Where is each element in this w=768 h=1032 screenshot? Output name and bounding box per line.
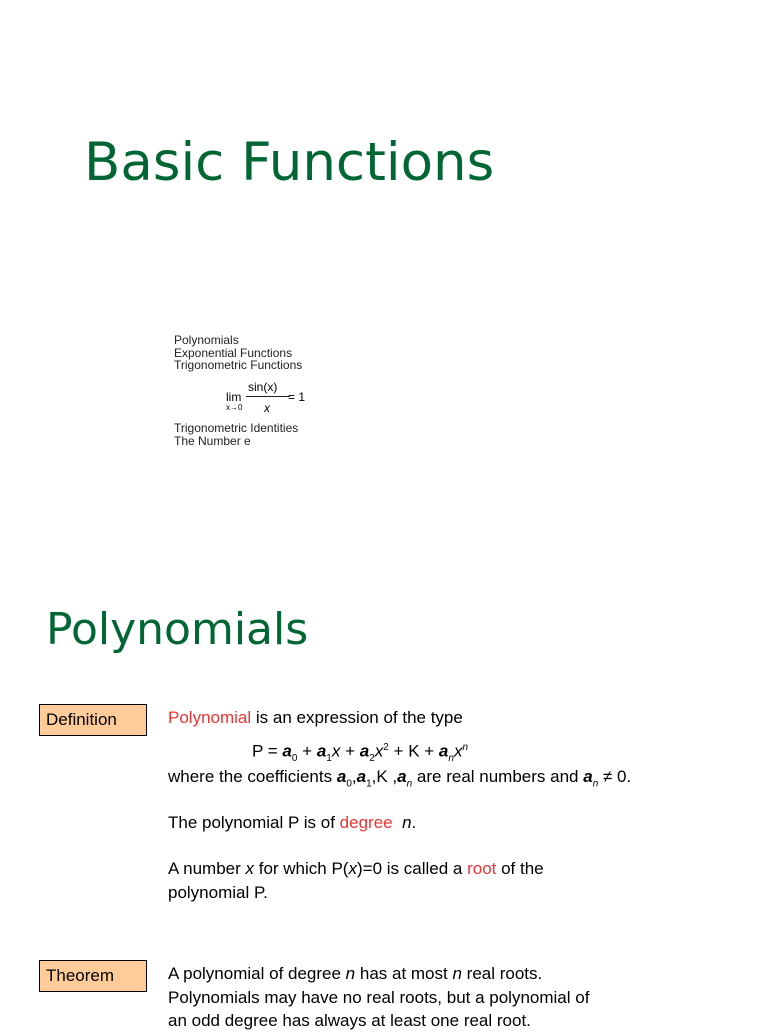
coef: a — [336, 767, 347, 786]
plus: + — [388, 741, 409, 761]
coef-a2: a — [359, 741, 370, 761]
text: for which P( — [254, 859, 349, 878]
text: ≠ 0. — [598, 767, 632, 786]
plus: + — [340, 741, 360, 761]
var-n: n — [402, 813, 412, 832]
text: A number — [168, 859, 246, 878]
section-title: Polynomials — [46, 604, 309, 655]
limit-lim: lim — [226, 390, 242, 404]
sub-1: 1 — [366, 778, 372, 790]
text: The polynomial P is of — [168, 813, 340, 832]
definition-line6: polynomial P. — [168, 883, 268, 902]
fraction-bar — [246, 396, 290, 397]
sub-n: n — [448, 753, 454, 765]
dots: K — [408, 741, 420, 761]
toc-item-number-e: The Number e — [174, 433, 251, 448]
coef: a — [356, 767, 367, 786]
sub-0: 0 — [291, 753, 298, 765]
var-n: n — [345, 964, 356, 983]
table-of-contents — [174, 334, 302, 372]
toc-item-identities: Trigonometric Identities — [174, 421, 299, 435]
var-n: n — [452, 964, 462, 983]
plus: + — [297, 741, 317, 761]
definition-text: is an expression of the type — [251, 708, 463, 727]
sub-2: 2 — [369, 753, 375, 765]
sub-0: 0 — [346, 778, 352, 790]
coef: a — [397, 767, 407, 786]
text: real roots. — [461, 964, 543, 983]
limit-numerator: sin(x) — [248, 380, 278, 394]
limit-under: x→0 — [226, 403, 243, 412]
text: are real numbers and — [412, 767, 584, 786]
table-of-contents-continued — [174, 422, 298, 447]
sub-1: 1 — [326, 753, 332, 765]
text: where the coefficients — [168, 767, 337, 786]
text: of the — [496, 859, 544, 878]
coef-a0: a — [282, 741, 292, 761]
dots: ,K , — [371, 767, 398, 786]
toc-item-polynomials: Polynomials — [174, 333, 239, 347]
limit-equals: = 1 — [288, 390, 306, 404]
limit-formula — [226, 380, 316, 416]
degree-term: degree — [339, 813, 393, 832]
text: . — [411, 813, 417, 832]
sub-n: n — [592, 778, 599, 790]
sub-n: n — [406, 778, 413, 790]
definition-line5 — [168, 857, 544, 880]
limit-denominator: x — [264, 401, 270, 415]
theorem-line3: an odd degree has always at least one real root. — [168, 1011, 531, 1030]
definition-line4 — [168, 811, 416, 834]
sup-n: n — [462, 742, 468, 753]
var-x: x — [331, 741, 341, 761]
definition-line3 — [168, 765, 631, 795]
slide-title: Basic Functions — [84, 132, 495, 193]
theorem-tag: Theorem — [39, 960, 147, 992]
coef: a — [583, 767, 593, 786]
text: has at most — [355, 964, 453, 983]
var-x: x — [348, 859, 357, 878]
comma: , — [351, 767, 357, 786]
coef-an: a — [438, 741, 449, 761]
definition-line1 — [168, 706, 463, 729]
polynomial-term: Polynomial — [168, 708, 252, 727]
var-x: x — [374, 741, 384, 761]
text: A polynomial of degree — [168, 964, 346, 983]
root-term: root — [467, 859, 497, 878]
var-x: x — [453, 741, 463, 761]
plus: + — [419, 741, 439, 761]
coef-a1: a — [316, 741, 327, 761]
theorem-line2: Polynomials may have no real roots, but a polynomial of — [168, 988, 590, 1007]
toc-item-exponential: Exponential Functions — [174, 345, 293, 360]
formula-lhs: P = — [252, 741, 283, 761]
var-x: x — [245, 859, 254, 878]
sup-2: 2 — [383, 742, 389, 753]
definition-tag: Definition — [39, 704, 147, 736]
theorem-line1 — [168, 962, 542, 985]
text: )=0 is called a — [356, 859, 468, 878]
toc-item-trigonometric: Trigonometric Functions — [174, 358, 303, 372]
